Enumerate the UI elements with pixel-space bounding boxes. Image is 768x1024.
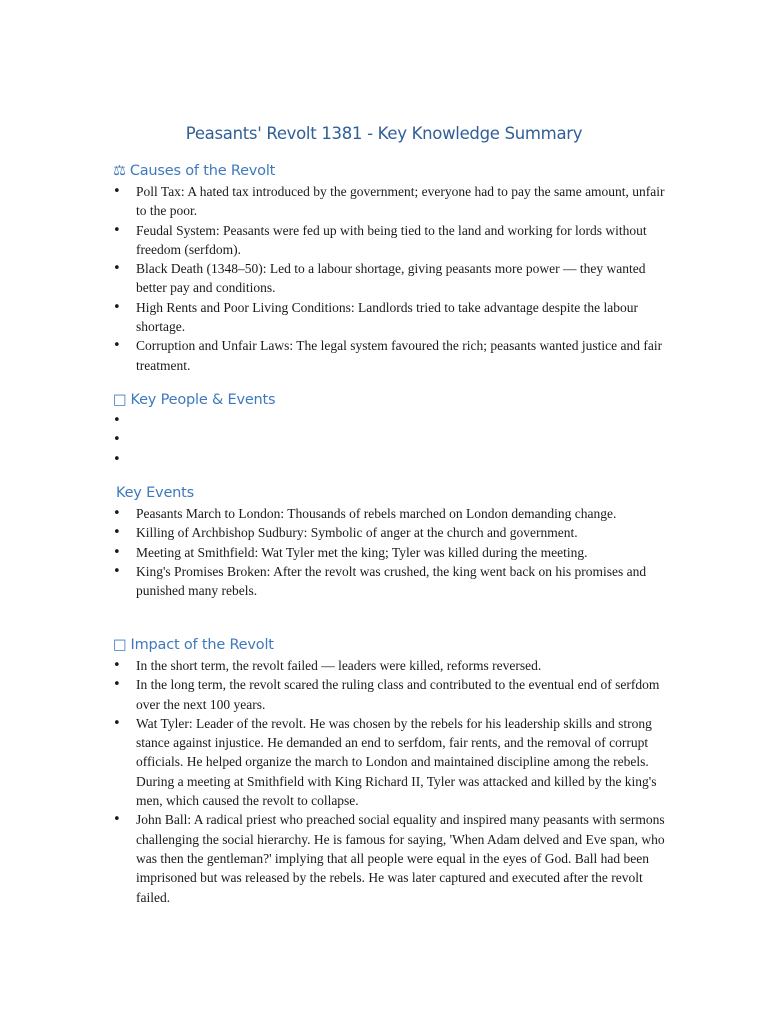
missing-glyph-icon: □ bbox=[113, 637, 127, 653]
people-heading-text: Key People & Events bbox=[130, 392, 276, 408]
events-list bbox=[113, 504, 673, 600]
causes-heading bbox=[113, 160, 673, 182]
causes-heading-text: Causes of the Revolt bbox=[129, 163, 276, 179]
causes-list bbox=[113, 182, 673, 375]
impact-list bbox=[113, 656, 673, 907]
causes-section bbox=[113, 160, 673, 375]
events-section bbox=[116, 482, 676, 504]
people-section bbox=[113, 389, 673, 469]
list-item bbox=[113, 411, 673, 430]
impact-heading-text: Impact of the Revolt bbox=[130, 637, 274, 653]
list-item: • Wat Tyler: Leader of the revolt. He was chosen by the rebels for his leadership skills and strong stance against injustice. He demanded an end to serfdom, fair rents, and the removal of corrupt officials. He helped organize the march to London and maintained discipline among the rebels. During a meeting at Smithfield with King Richard II, Tyler was attacked and killed by the king's men, which caused the revolt to collapse. bbox=[113, 714, 673, 810]
impact-section bbox=[113, 634, 673, 907]
list-item: • Meeting at Smithfield: Wat Tyler met the king; Tyler was killed during the meeting. bbox=[113, 543, 673, 562]
list-item: • King's Promises Broken: After the revolt was crushed, the king went back on his promises and punished many rebels. bbox=[113, 562, 673, 601]
list-item bbox=[113, 430, 673, 449]
list-item: • In the short term, the revolt failed — leaders were killed, reforms reversed. bbox=[113, 656, 673, 675]
list-item: • Killing of Archbishop Sudbury: Symbolic of anger at the church and government. bbox=[113, 523, 673, 542]
events-list-wrapper bbox=[113, 504, 673, 600]
list-item: • Black Death (1348–50): Led to a labour shortage, giving peasants more power — they wanted better pay and conditions. bbox=[113, 259, 673, 298]
missing-glyph-icon: □ bbox=[113, 392, 127, 408]
balance-scale-icon: ⚖ bbox=[113, 163, 126, 179]
document-title: Peasants' Revolt 1381 - Key Knowledge Summary bbox=[185, 124, 583, 143]
people-heading bbox=[113, 389, 673, 411]
impact-heading bbox=[113, 634, 673, 656]
events-heading: Key Events bbox=[116, 485, 194, 501]
people-list bbox=[113, 411, 673, 469]
list-item: • High Rents and Poor Living Conditions: Landlords tried to take advantage despite the labour shortage. bbox=[113, 298, 673, 337]
list-item: • John Ball: A radical priest who preached social equality and inspired many peasants with sermons challenging the social hierarchy. He is famous for saying, 'When Adam delved and Eve span, who was then the gentleman?' implying that all people were equal in the eyes of God. Ball had been imprisoned but was released by the rebels. He was later captured and executed after the revolt failed. bbox=[113, 810, 673, 906]
list-item: • Peasants March to London: Thousands of rebels marched on London demanding change. bbox=[113, 504, 673, 523]
list-item: • Feudal System: Peasants were fed up with being tied to the land and working for lords without freedom (serfdom). bbox=[113, 221, 673, 260]
list-item bbox=[113, 450, 673, 469]
list-item: • In the long term, the revolt scared the ruling class and contributed to the eventual end of serfdom over the next 100 years. bbox=[113, 675, 673, 714]
list-item: • Poll Tax: A hated tax introduced by the government; everyone had to pay the same amount, unfair to the poor. bbox=[113, 182, 673, 221]
list-item: • Corruption and Unfair Laws: The legal system favoured the rich; peasants wanted justice and fair treatment. bbox=[113, 336, 673, 375]
